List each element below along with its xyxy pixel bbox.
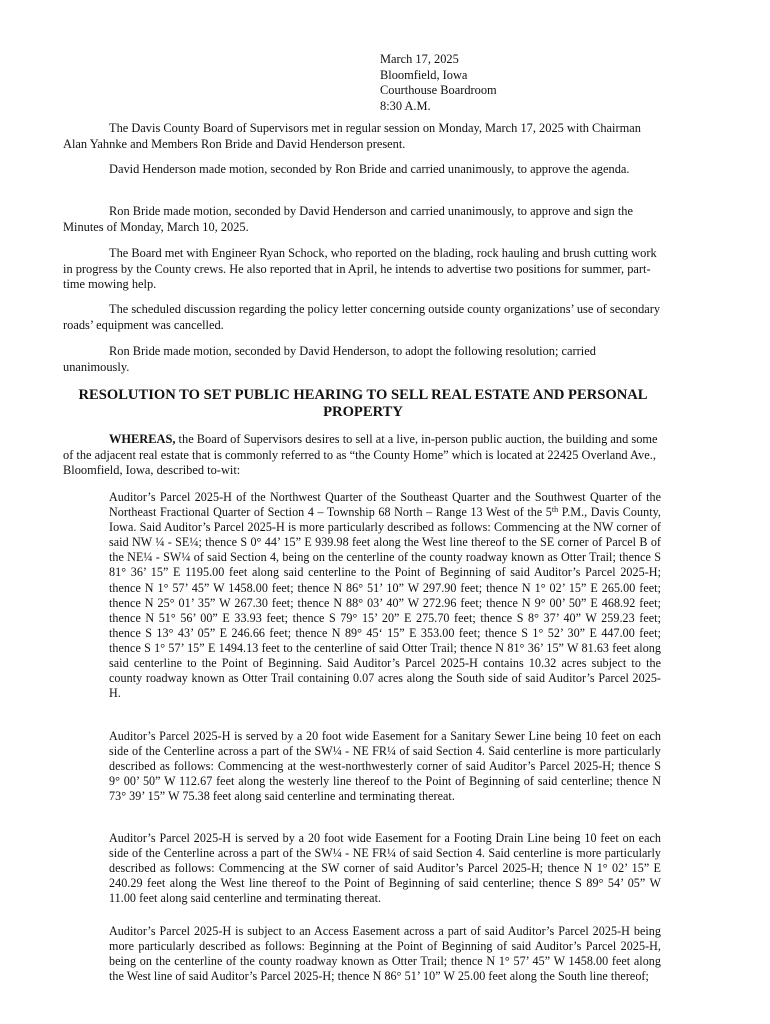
parcel-description-part-1: Auditor’s Parcel 2025-H of the Northwest Quarter of the Southeast Quarter and the Southwest Quarter of the Northeast Fractional Quarter of Section 4 – Township 68 North – Range 13 West of the 5 (109, 490, 661, 520)
access-easement: Auditor’s Parcel 2025-H is subject to an Access Easement across a part of said Auditor’s Parcel 2025-H being more particularly described as follows: Beginning at the Point of Beginning of said Auditor’s Parcel 2025-H, being on the centerline of the county roadway known as Otter Trail; thence N 1° 57’ 45” W 1458.00 feet along the West line of said Auditor’s Parcel 2025-H; thence N 86° 51’ 10” W 25.00 feet along the South line thereof; (109, 924, 661, 984)
whereas-paragraph (63, 432, 663, 479)
whereas-label: WHEREAS, (109, 432, 176, 446)
resolution-motion-paragraph: Ron Bride made motion, seconded by David Henderson, to adopt the following resolution; carried unanimously. (63, 344, 596, 374)
resolution-title: RESOLUTION TO SET PUBLIC HEARING TO SELL REAL ESTATE AND PERSONAL PROPERTY (78, 387, 648, 420)
meeting-place: Courthouse Boardroom (380, 83, 497, 97)
minutes-motion-paragraph: Ron Bride made motion, seconded by David Henderson and carried unanimously, to approve and sign the Minutes of Monday, March 10, 2025. (63, 204, 633, 234)
agenda-motion-paragraph: David Henderson made motion, seconded by Ron Bride and carried unanimously, to approve the agenda. (109, 162, 630, 176)
parcel-description-superscript: th (551, 505, 559, 515)
footing-drain-easement: Auditor’s Parcel 2025-H is served by a 20 foot wide Easement for a Footing Drain Line being 10 feet on each side of the Centerline across a part of the SW¼ - NE FR¼ of said Section 4. Said centerline is more particularly described as follows: Commencing at the SW corner of said Auditor’s Parcel 2025-H; thence N 1° 02’ 15” E 240.29 feet along the West line thereof to the Point of Beginning of said centerline; thence S 89° 54’ 05” W 11.00 feet along said centerline and terminating thereat. (109, 831, 661, 906)
attendance-paragraph: The Davis County Board of Supervisors met in regular session on Monday, March 17, 2025 with Chairman Alan Yahnke and Members Ron Bride and David Henderson present. (63, 121, 641, 151)
meeting-date: March 17, 2025 (380, 52, 459, 66)
whereas-text: the Board of Supervisors desires to sell at a live, in-person public auction, the building and some of the adjacent real estate that is commonly referred to as “the County Home” which is located at 22425 Overland Ave., Bloomfield, Iowa, described to-wit: (63, 432, 658, 477)
cancelled-discussion-paragraph: The scheduled discussion regarding the policy letter concerning outside county organizations’ use of secondary roads’ equipment was cancelled. (63, 302, 661, 332)
engineer-report-paragraph: The Board met with Engineer Ryan Schock, who reported on the blading, rock hauling and brush cutting work in progress by the County crews. He also reported that in April, he intends to advertise two positions for summer, part-time mowing help. (63, 246, 657, 291)
meeting-city: Bloomfield, Iowa (380, 67, 468, 82)
parcel-description (109, 490, 661, 701)
parcel-description-part-2: P.M., Davis County, Iowa. Said Auditor’s Parcel 2025-H is more particularly described as follows: Commencing at the NW corner of said NW ¼ - SE¼; thence S 0° 44’ 15” E 939.98 feet along the West line thereof to the SE corner of Parcel B of the NE¼ - SW¼ of said Section 4, being on the centerline of the county roadway known as Otter Trail; thence S 81° 36’ 15” E 1195.00 feet along said centerline to the Point of Beginning of said Auditor’s Parcel 2025-H; thence N 1° 57’ 45” W 1458.00 feet; thence N 86° 51’ 10” W 297.90 feet; thence N 1° 02’ 15” E 265.00 feet; thence N 25° 01’ 35” W 267.30 feet; thence N 88° 03’ 40” W 272.96 feet; thence N 9° 00’ 50” E 468.92 feet; thence N 51° 56’ 00” E 33.93 feet; thence S 79° 15’ 20” E 275.70 feet; thence S 8° 37’ 40” W 259.23 feet; thence S 13° 43’ 05” E 246.66 feet; thence N 89° 45‘ 15” E 353.00 feet; thence S 1° 52’ 30” E 447.00 feet; thence S 1° 57’ 15” E 1494.13 feet to the centerline of said Otter Trail; thence N 81° 36’ 15” W 81.63 feet along said centerline to the Point of Beginning. Said Auditor’s Parcel 2025-H contains 10.32 acres subject to the county roadway known as Otter Trail containing 0.07 acres along the South side of said Auditor’s Parcel 2025-H. (109, 505, 661, 701)
meeting-header (380, 52, 497, 114)
sanitary-sewer-easement: Auditor’s Parcel 2025-H is served by a 20 foot wide Easement for a Sanitary Sewer Line being 10 feet on each side of the Centerline across a part of the SW¼ - NE FR¼ of said Section 4. Said centerline is more particularly described as follows: Commencing at the west-northwesterly corner of said Auditor’s Parcel 2025-H; thence S 9° 00’ 50” W 112.67 feet along the westerly line thereof to the Point of Beginning of said centerline; thence N 73° 39’ 15” W 75.38 feet along said centerline and terminating thereat. (109, 729, 661, 804)
meeting-time: 8:30 A.M. (380, 98, 431, 113)
